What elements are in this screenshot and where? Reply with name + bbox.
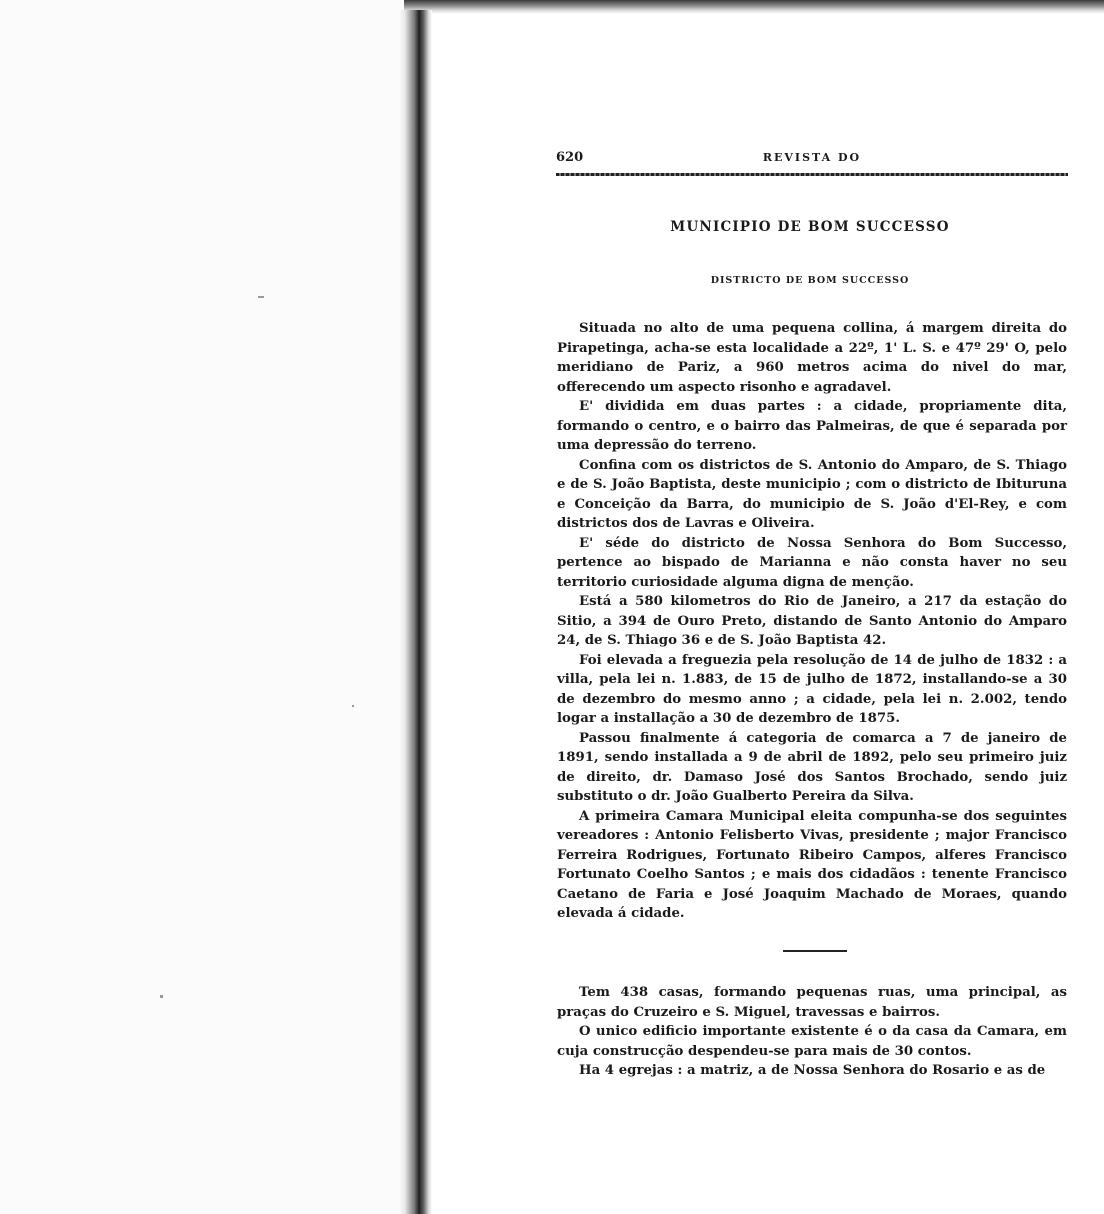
paragraph: A primeira Camara Municipal eleita compunha-se dos seguintes vereadores : Antonio Felisberto Vivas, presidente ; major Francisco Ferreira Rodrigues, Fortunato Ribeiro Campos, alferes Francisco Fortunato Coelho Santos ; e mais dos cidadãos : tenente Francisco Caetano de Faria e José Joaquim Machado de Moraes, quando elevada á cidade.: [557, 808, 1067, 921]
paragraph: Ha 4 egrejas : a matriz, a de Nossa Senhora do Rosario e as de: [579, 1063, 1046, 1078]
right-page: [530, 0, 1090, 1214]
paragraph: Situada no alto de uma pequena collina, á margem direita do Pirapetinga, acha-se esta localidade a 22º, 1' L. S. e 47º 29' O, pelo meridiano de Pariz, a 960 metros acima do nivel do mar, offerecendo um aspecto risonho e agradavel.: [557, 321, 1067, 395]
body-text: [557, 319, 1067, 924]
header-rule: [556, 173, 1068, 176]
paragraph: Está a 580 kilometros do Rio de Janeiro, a 217 da estação do Sitio, a 394 de Ouro Preto, distando de Santo Antonio do Amparo 24, de S. Thiago 36 e de S. João Baptista 42.: [557, 594, 1067, 648]
left-page-blank: [0, 0, 408, 1214]
paragraph: Confina com os districtos de S. Antonio do Amparo, de S. Thiago e de S. João Baptista, deste municipio ; com o districto de Ibituruna e Conceição da Barra, do municipio de S. João d'El-Rey, e com districtos dos de Lavras e Oliveira.: [557, 457, 1067, 531]
paragraph: Tem 438 casas, formando pequenas ruas, uma principal, as praças do Cruzeiro e S. Miguel, travessas e bairros.: [557, 985, 1067, 1020]
paragraph: Foi elevada a freguezia pela resolução de 14 de julho de 1832 : a villa, pela lei n. 1.883, de 15 de julho de 1872, installando-se a 30 de dezembro do mesmo anno ; a cidade, pela lei n. 2.002, tendo logar a installação a 30 de dezembro de 1875.: [557, 652, 1067, 726]
running-head: [556, 150, 1068, 170]
paragraph: E' dividida em duas partes : a cidade, propriamente dita, formando o centro, e o bairro das Palmeiras, de que é separada por uma depressão do terreno.: [557, 399, 1067, 453]
section-heading: MUNICIPIO DE BOM SUCCESSO: [670, 219, 950, 235]
section-subheading: DISTRICTO DE BOM SUCCESSO: [710, 275, 910, 286]
body-text-continued: [557, 983, 1067, 1081]
paragraph: Passou finalmente á categoria de comarca a 7 de janeiro de 1891, sendo installada a 9 de abril de 1892, pelo seu primeiro juiz de direito, dr. Damaso José dos Santos Brochado, sendo juiz substituto o dr. João Gualberto Pereira da Silva.: [557, 730, 1067, 804]
section-divider: [783, 950, 847, 952]
paragraph: O unico edificio importante existente é o da casa da Camara, em cuja construcção despendeu-se para mais de 30 contos.: [557, 1024, 1067, 1059]
running-title: REVISTA DO: [762, 151, 862, 164]
paper-speck: [160, 995, 163, 998]
paragraph: E' séde do districto de Nossa Senhora do Bom Successo, pertence ao bispado de Marianna e não consta haver no seu territorio curiosidade alguma digna de menção.: [557, 535, 1067, 590]
paper-speck: [258, 296, 264, 298]
paper-speck: [352, 705, 354, 707]
page-number: 620: [556, 150, 584, 165]
book-spine-gutter: [398, 10, 432, 1214]
